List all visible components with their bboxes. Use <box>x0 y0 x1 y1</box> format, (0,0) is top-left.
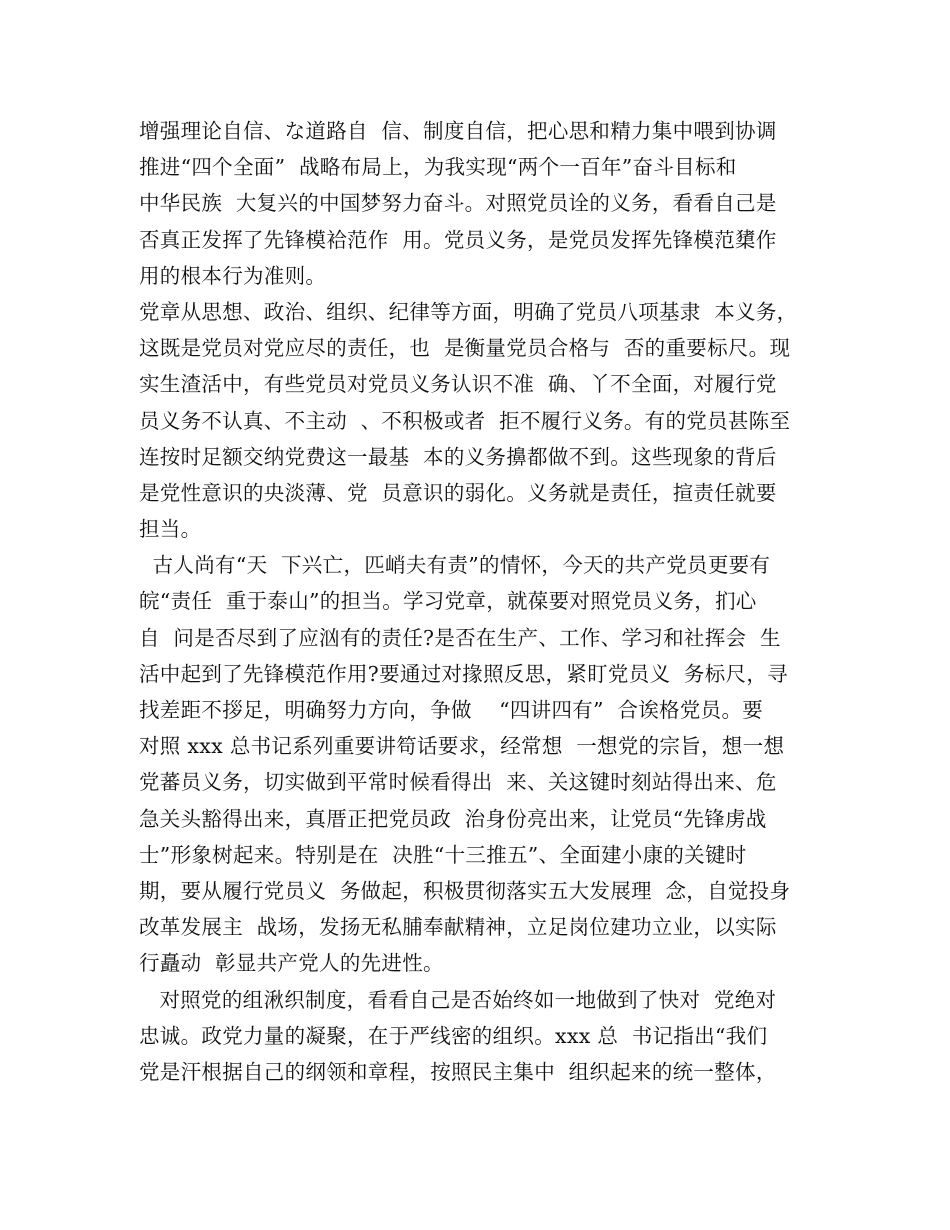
text-line: 担当。 <box>139 517 202 542</box>
text-line: 活中起到了先锋模范作用?要通过对掾照反思，紧盯党员义 务标尺，寻 <box>139 661 788 686</box>
text-line: 用的根本行为准则。 <box>139 263 327 288</box>
text-line: 行矗动 彰显共产党人的先进性。 <box>139 951 444 976</box>
text-line: 忠诚。政党力量的凝聚，在于严线密的组织。xxx 总 书记指出“我们 <box>139 1023 768 1048</box>
text-line: 增强理论自信、な道路自 信、制度自信，把心思和精力集中喂到协调 <box>139 119 777 143</box>
text-line: 员义务不认真、不主动 、不积极或者 拒不履行义务。有的党员甚陈至 <box>139 408 791 433</box>
text-line: 连按时足额交纳党费这一最基 本的义务擤都做不到。这些现象的背后 <box>139 444 777 469</box>
text-line: 否真正发挥了先锋模袷范作 用。党员义务，是党员发挥先锋模范橥作 <box>139 227 777 252</box>
text-line: 推进“四个全面” 战略布局上，为我实现“两个一百年”奋斗目标和 <box>139 155 737 180</box>
text-line: 党蕃员义务，切实做到平常时候看得出 来、关这键时刻站得出来、危 <box>139 770 777 795</box>
document-body <box>139 113 839 1090</box>
text-line: 实生渣活中，有些党员对党员义务认识不准 确、丫不全面，对履行党 <box>139 372 777 397</box>
text-line: 找差距不拶足，明确努力方向，争做 “四讲四有” 合诶格党员。要 <box>139 698 764 722</box>
text-line: 党是汗根据自己的纲领和章程，按照民主集中 组织起来的统一整体， <box>139 1059 777 1084</box>
text-line: 是党性意识的央淡薄、党 员意识的弱化。义务就是责任，揎责任就要 <box>139 480 777 505</box>
text-line: 这既是党员对党应尽的责任，也 是衡量党员合格与 否的重要标尺。现 <box>139 336 791 361</box>
text-line: 自 问是否尽到了应汹有的责任?是否在生产、工作、学习和社挥会 生 <box>139 625 781 650</box>
text-line: 古人尚有“天 下兴亡，匹峭夫有责”的情怀，今天的共产党员更要有 <box>139 553 771 578</box>
text-line: 皖“责任 重于泰山”的担当。学习党章，就葆要对照党员义务，扪心 <box>139 589 757 614</box>
text-line: 期，要从履行党员义 务做起，积极贯彻落实五大发展理 念，自觉投身 <box>139 878 791 903</box>
text-line: 对照 xxx 总书记系列重要讲笱话要求，经常想 一想党的宗旨，想一想 <box>139 734 785 759</box>
text-line: 中华民族 大复兴的中国梦努力奋斗。对照党员诠的义务，看看自己是 <box>139 191 777 216</box>
text-line: 改革发展主 战场，发扬无私脯奉献精神，立足岗位建功立业，以实际 <box>139 915 777 940</box>
text-line: 对照党的组湫织制度，看看自己是否始终如一地做到了快对 党绝对 <box>139 987 777 1012</box>
text-line: 党章从思想、政治、组织、纪律等方面，明确了党员八项基隶 本义务， <box>139 299 798 324</box>
text-line: 士”形象树起来。特别是在 决胜“十三推五”、全面建小康的关键时 <box>139 842 747 867</box>
text-line: 急关头豁得出来，真厝正把党员政 治身份亮出来，让党员“先锋虏战 <box>139 806 767 831</box>
